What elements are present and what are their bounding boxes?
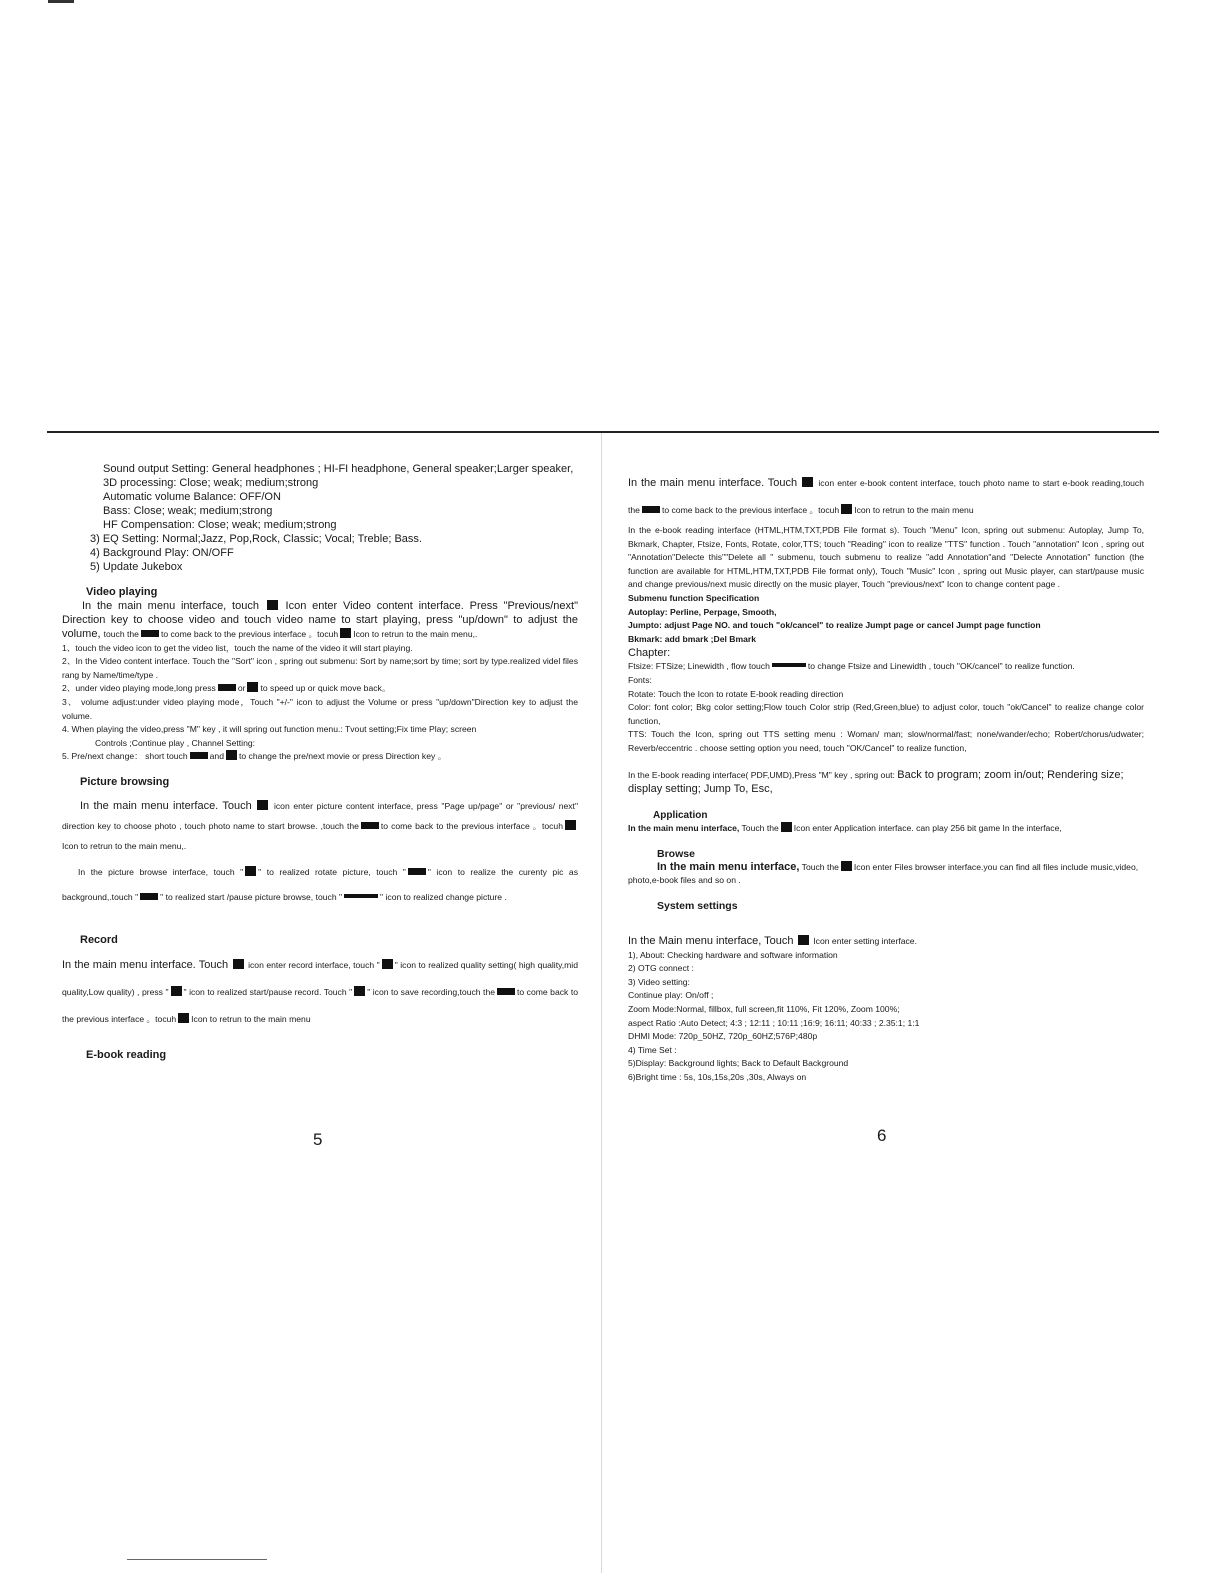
start-pause-icon — [171, 986, 182, 996]
picture-browse: In the picture browse interface, touch " " to realized rotate picture, touch " " icon to realize the curenty pic as background,.touch " " to realized start /pause picture browse, touch " " icon to realized change picture . — [62, 866, 579, 902]
video-intro: In the main menu interface, touch Icon enter Video content interface. Press "Previous/next" Direction key to choose video and touch video name to start playing, press "up/down" to adjust the volume, touch the to come back to the previous interface 。tocuh Icon to retrun to the main menu,. — [62, 600, 578, 640]
bkmark-spec: Bkmark: add bmark ;Del Bmark — [628, 633, 756, 644]
system-item: 3) Video setting: — [628, 976, 690, 987]
background-play: 4) Background Play: ON/OFF — [90, 547, 234, 559]
system-item: DHMI Mode: 720p_50HZ, 720p_60HZ;576P;480p — [628, 1031, 818, 1042]
home-icon — [178, 1013, 189, 1023]
back-icon — [141, 630, 159, 637]
autoplay-spec: Autoplay: Perline, Perpage, Smooth, — [628, 606, 777, 617]
submenu-spec: Submenu function Specification — [628, 592, 760, 603]
slider-icon — [772, 663, 806, 667]
browse-heading: Browse — [657, 847, 695, 860]
jumpto-spec: Jumpto: adjust Page NO. and touch "ok/cancel" to realize Jumpt page or cancel Jumpt page function — [628, 620, 1041, 631]
3d-processing: 3D processing: Close; weak; medium;strong — [103, 477, 319, 489]
top-rule — [47, 431, 1159, 433]
record-heading: Record — [80, 933, 118, 946]
video-item-5: 4. When playing the video,press "M" key , it will spring out function menu.: Tvout setting;Fix time Play; screen — [62, 724, 477, 735]
system-heading: System settings — [657, 900, 738, 913]
right-page — [628, 470, 1144, 1085]
system-item: Zoom Mode:Normal, fillbox, full screen,fit 110%, Fit 120%, Zoom 100%; — [628, 1004, 900, 1015]
picture-icon — [257, 800, 268, 810]
video-icon — [267, 600, 278, 610]
prev-next-icon — [344, 894, 378, 898]
chapter-spec: Chapter: — [628, 647, 671, 660]
system-item: 1), About: Checking hardware and software information — [628, 949, 838, 960]
back-icon — [497, 988, 515, 995]
ebook-icon — [802, 477, 813, 487]
eq-setting: 3) EQ Setting: Normal;Jazz, Pop,Rock, Classic; Vocal; Treble; Bass. — [90, 533, 422, 545]
tts-spec: TTS: Touch the Icon, spring out TTS setting menu : Woman/ man; slow/normal/fast; none/wander/echo; Robert/chorus/udwater; Reverb/eccentric . choose setting option you need, touch "OK/Cancel" to realize function, — [628, 729, 1144, 753]
bottom-mark — [127, 1559, 267, 1560]
bass-setting: Bass: Close; weak; medium;strong — [103, 505, 273, 517]
play-pause-icon — [140, 893, 158, 900]
ebook-pdf: In the E-book reading interface( PDF,UMD),Press "M" key , spring out: Back to program; zoom in/out; Rendering size; display setting; Jump To, Esc, — [628, 768, 1124, 796]
page-number-left: 5 — [313, 1130, 323, 1149]
rotate-icon — [245, 866, 256, 876]
home-icon — [841, 504, 852, 514]
ebook-heading: E-book reading — [86, 1048, 167, 1061]
back-icon — [642, 506, 660, 513]
ftsize-spec: Ftsize: FTSize; Linewidth , flow touch to change Ftsize and Linewidth , touch "OK/cancel" to realize function. — [628, 661, 1075, 672]
system-item: 4) Time Set : — [628, 1044, 677, 1055]
picture-heading: Picture browsing — [80, 775, 170, 788]
ebook-intro: In the main menu interface. Touch icon enter e-book content interface, touch photo name to start e-book reading,touch the to come back to the previous interface 。tocuh Icon to retrun to the main menu — [628, 477, 1145, 515]
video-item-5-cont: Controls ;Continue play , Channel Setting: — [95, 737, 256, 748]
sound-output-setting: Sound output Setting: General headphones ; HI-FI headphone, General speaker;Larger speaker, — [103, 463, 574, 475]
system-item: 6)Bright time : 5s, 10s,15s,20s ,30s, Always on — [628, 1072, 807, 1082]
video-heading: Video playing — [86, 586, 158, 598]
application-text: In the main menu interface, Touch the Icon enter Application interface. can play 256 bit game In the interface, — [628, 823, 1062, 834]
fast-forward-icon — [218, 684, 236, 691]
rotate-spec: Rotate: Touch the Icon to rotate E-book reading direction — [628, 688, 844, 699]
record-text: In the main menu interface. Touch icon enter record interface, touch " " icon to realized quality setting( high quality,mid quality,Low quality) , press " " icon to realized start/pause record. Touch " " icon to save recording,touch the to come back to the previous interface 。tocuh Icon to retrun to the main menu — [62, 958, 579, 1024]
system-intro: In the Main menu interface, Touch Icon enter setting interface. — [628, 935, 917, 948]
system-item: 2) OTG connect : — [628, 963, 694, 974]
video-item-6: 5. Pre/next change： short touch and to change the pre/next movie or press Direction key 。 — [62, 751, 447, 762]
prev-icon — [190, 752, 208, 759]
picture-intro: In the main menu interface. Touch icon enter picture content interface, press "Page up/page" or "previous/ next" direction key to choose photo , touch photo name to start browse. ,touch the to come back to the previous interface 。tocuhIcon to retrun to the main menu,. — [62, 799, 578, 851]
volume-balance: Automatic volume Balance: OFF/ON — [103, 491, 281, 503]
next-icon — [226, 750, 237, 760]
video-item-4: 3、 volume adjust:under video playing mode，Touch "+/-" icon to adjust the Volume or press "up/down"Direction key to adjust the volume. — [62, 696, 578, 721]
home-icon — [340, 628, 351, 638]
application-heading: Application — [653, 809, 708, 821]
wallpaper-icon — [408, 868, 426, 875]
record-icon — [233, 959, 244, 969]
rewind-icon — [247, 682, 258, 692]
browse-text: In the main menu interface, Touch the Icon enter Files browser interface.you can find all files include music,video, photo,e-book files and so on . — [628, 860, 1139, 886]
video-item-1: 1、touch the video icon to get the video list，touch the name of the video it will start playing. — [62, 642, 413, 653]
page-divider — [601, 433, 602, 1573]
settings-icon — [798, 935, 809, 945]
system-item: 5)Display: Background lights; Back to Default Background — [628, 1058, 849, 1069]
browse-icon — [841, 861, 852, 871]
corner-mark — [48, 0, 74, 3]
quality-icon — [382, 959, 393, 969]
update-jukebox: 5) Update Jukebox — [90, 561, 183, 573]
save-icon — [354, 986, 365, 996]
system-item: Continue play: On/off ; — [628, 990, 714, 1001]
video-item-2: 2、In the Video content interface. Touch the "Sort" icon , spring out submenu: Sort by name;sort by time; sort by type.realized videl files rang by Name/time/type . — [62, 656, 578, 680]
fonts-spec: Fonts: — [628, 674, 652, 685]
home-icon — [565, 820, 576, 830]
video-item-3: 2、under video playing mode,long press or to speed up or quick move back。 — [62, 683, 391, 694]
page-number-right: 6 — [877, 1126, 887, 1145]
color-spec: Color: font color; Bkg color setting;Flow touch Color strip (Red,Green,blue) to adjust color, touch "ok/Cancel" to realize change color function, — [628, 702, 1144, 726]
back-icon — [361, 822, 379, 829]
hf-compensation: HF Compensation: Close; weak; medium;strong — [103, 519, 337, 531]
ebook-paragraph: In the e-book reading interface (HTML,HTM,TXT,PDB File format s). Touch "Menu" Icon, spring out submenu: Autoplay, Jump To, Bkmark, Chapter, Ftsize, Fonts, Rotate, color,TTS; touch "Reading" icon to realize "TTS" function . Touch "annotation" Icon , spring out "Annotation"Delecte this""Delete all " submenu, touch submenu to realize "add Annotation"and "Delecte Annotation" function (the function are available for HTML,HTM,TXT,PDB File format only), Touch "Music" Icon , spring out Music player, can start/pause music and change previous/next music directly on the music player, Touch "previous/next" Icon to change content page . — [628, 525, 1144, 590]
system-item: aspect Ratio :Auto Detect; 4:3 ; 12:11 ; 10:11 ;16:9; 16:11; 40:33 ; 2.35:1; 1:1 — [628, 1017, 920, 1028]
left-page — [62, 462, 578, 1061]
application-icon — [781, 822, 792, 832]
